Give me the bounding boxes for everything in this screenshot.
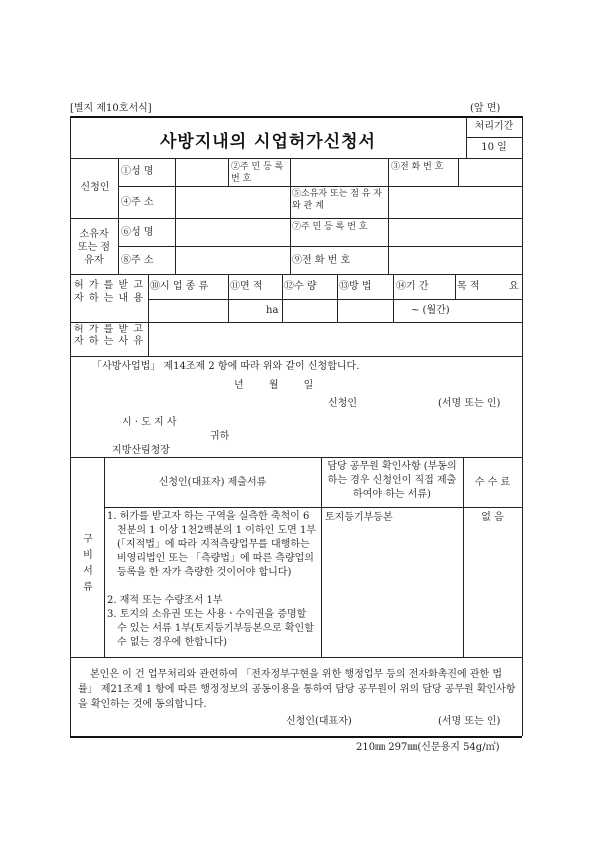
area-unit: ha <box>266 305 279 316</box>
permit-type-field[interactable] <box>149 300 227 321</box>
owner-address-field[interactable] <box>176 247 289 273</box>
owner-phone-field[interactable] <box>389 247 521 273</box>
consent-applicant: 신청인(대표자) <box>286 716 352 727</box>
owner-phone-label: ⑨전 화 번 호 <box>292 255 351 266</box>
applicant-section-label: 신청인 <box>80 182 110 193</box>
permit-type-label: ⑩시 업 종 류 <box>150 281 209 292</box>
processing-period-value: 10 일 <box>481 142 507 153</box>
col-line <box>118 158 119 274</box>
row-line <box>70 457 522 458</box>
permit-purpose-label: 목 적 <box>457 281 480 292</box>
period-value: ~ (월간) <box>411 305 450 316</box>
permit-quantity-label: ⑫수 량 <box>284 281 317 292</box>
declaration-sign-hint: (서명 또는 인) <box>438 398 501 409</box>
applicant-name-field[interactable] <box>176 159 227 185</box>
row-line <box>70 356 522 357</box>
permit-purpose-tail: 요 <box>509 281 519 292</box>
form-number: [별지 제10호서식] <box>70 103 152 114</box>
documents-section-label: 구 비 서 류 <box>83 534 93 593</box>
owner-id-label: ⑦주 민 등 록 번 호 <box>292 222 368 232</box>
declaration-applicant: 신청인 <box>328 398 357 409</box>
owner-name-label: ⑥성 명 <box>121 227 154 238</box>
permit-reason-field[interactable] <box>149 323 521 355</box>
recipient-forest-office: 지방산림청장 <box>112 445 170 456</box>
declaration-date: 년 월 일 <box>234 380 314 391</box>
permit-quantity-field[interactable] <box>283 300 336 321</box>
consent-text: 본인은 이 건 업무처리와 관련하여 「전자정부구현을 위한 행정업무 등의 전자화촉진에 관한 법률」 제21조제 1 항에 따른 행정정보의 공동이용을 통하여 담당 공무원이 위의 담당 공무원 확인사항을 확인하는 것에 동의합니다. <box>78 669 516 710</box>
permit-period-label: ⑭기 간 <box>396 281 429 292</box>
applicant-relation-label: ⑤소유자 또는 점 유 자 와 관 계 <box>292 189 382 211</box>
col-line <box>455 274 456 299</box>
permit-area-label: ⑪면 적 <box>230 281 263 292</box>
row-line <box>70 657 522 658</box>
owner-name-field[interactable] <box>176 219 289 245</box>
owner-address-label: ⑧주 소 <box>121 255 154 266</box>
document-item-3: 3. 토지의 소유권 또는 사용ㆍ수익권을 증명할 수 있는 서류 1부(토지등기부등본으로 확인할 수 없는 경우에 한합니다) <box>107 609 314 648</box>
page-side-label: (앞 면) <box>470 103 501 114</box>
applicant-address-label: ④주 소 <box>121 197 154 208</box>
permit-content-label: 허 가 를 받 고 자 하 는 내 용 <box>74 280 145 304</box>
frame-left <box>70 116 71 736</box>
official-check-header: 담당 공무원 확인사항 (부동의하는 경우 신청인이 직접 제출하여야 하는 서류) <box>327 461 457 500</box>
fee-value: 없 음 <box>481 512 504 523</box>
applicant-id-field[interactable] <box>291 159 387 185</box>
official-check-item: 토지등기부등본 <box>325 512 393 523</box>
owner-section-label: 소유자 또는 점유자 <box>77 229 111 266</box>
processing-period-label: 처리기간 <box>474 121 514 132</box>
frame-right <box>522 116 523 736</box>
fee-header: 수 수 료 <box>474 477 511 488</box>
applicant-id-label: ②주 민 등 록 번 호 <box>231 162 284 184</box>
applicant-address-field[interactable] <box>176 187 289 217</box>
paper-spec: 210㎜ 297㎜(신문용지 54g/㎡) <box>356 742 500 753</box>
row-line <box>104 507 522 508</box>
permit-reason-label: 허 가 를 받 고 자 하 는 사 유 <box>74 324 144 347</box>
applicant-phone-field[interactable] <box>459 159 521 185</box>
recipient-honorific: 귀하 <box>210 431 230 442</box>
document-item-2: 2. 재적 또는 수량조서 1부 <box>107 595 223 606</box>
applicant-name-label: ①성 명 <box>121 166 154 177</box>
document-item-1: 1. 허가를 받고자 하는 구역을 실측한 축척이 6천분의 1 이상 1천2백분의 1 이하인 도면 1부(「지적법」에 따라 지적측량업무를 대행하는 비영리법인 또는 「측량법」에 따른 측량업의 등록을 한 자가 측량한 것이어야 합니다) <box>107 511 316 578</box>
frame-top <box>70 116 522 118</box>
form-title: 사방지내의 시업허가신청서 <box>160 132 376 152</box>
recipient-governor: 시 · 도 지 사 <box>122 417 177 428</box>
declaration-statement: 「사방사업법」 제14조제 2 항에 따라 위와 같이 신청합니다. <box>92 361 360 372</box>
applicant-phone-label: ③전 화 번 호 <box>391 162 444 172</box>
applicant-docs-header: 신청인(대표자) 제출서류 <box>158 477 267 488</box>
permit-method-field[interactable] <box>338 300 392 321</box>
col-line <box>321 457 322 657</box>
col-line <box>228 158 229 186</box>
period-divider <box>466 137 522 138</box>
owner-id-field[interactable] <box>389 219 521 245</box>
applicant-relation-field[interactable] <box>389 187 521 217</box>
consent-sign-hint: (서명 또는 인) <box>438 716 501 727</box>
frame-bottom <box>70 736 522 738</box>
permit-method-label: ⑬방 법 <box>339 281 372 292</box>
